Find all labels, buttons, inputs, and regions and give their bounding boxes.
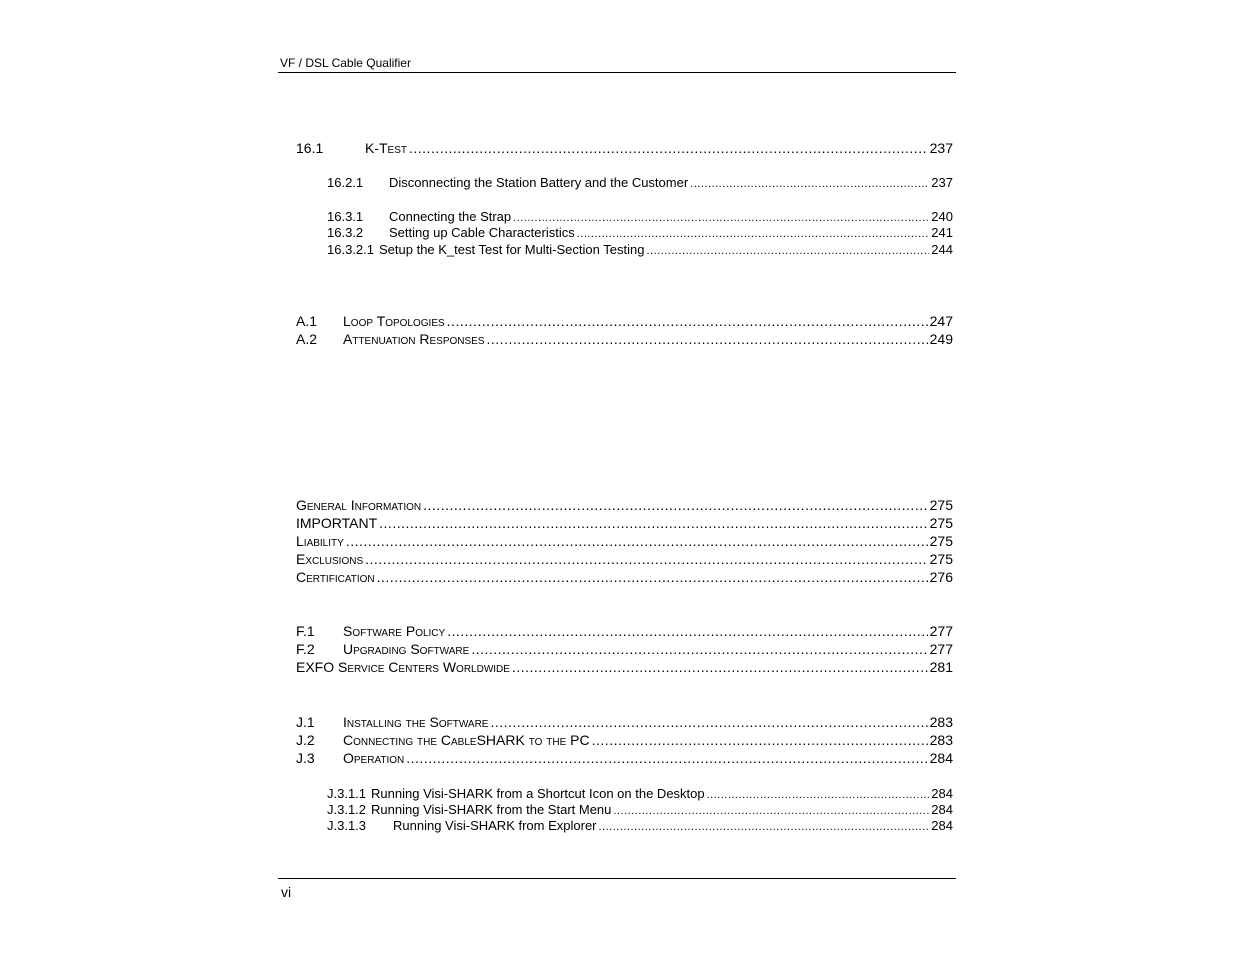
toc-leader-dots bbox=[707, 786, 930, 801]
toc-entry-page: 284 bbox=[929, 750, 953, 766]
toc-entry-page: 276 bbox=[929, 569, 953, 585]
toc-entry-number: J.3.1.2 bbox=[327, 802, 367, 817]
toc-leader-dots bbox=[406, 750, 927, 766]
toc-entry-page: 283 bbox=[929, 714, 953, 730]
toc-entry[interactable] bbox=[296, 641, 953, 657]
toc-entry-page: 277 bbox=[929, 623, 953, 639]
toc-entry[interactable] bbox=[296, 140, 953, 156]
toc-leader-dots bbox=[377, 569, 928, 585]
toc-leader-dots bbox=[613, 802, 929, 817]
toc-entry-page: 241 bbox=[931, 225, 953, 240]
toc-entry[interactable] bbox=[327, 175, 953, 190]
toc-leader-dots bbox=[409, 140, 928, 156]
toc-entry-title: Running Visi-SHARK from the Start Menu bbox=[371, 802, 612, 817]
running-header: VF / DSL Cable Qualifier bbox=[280, 56, 411, 70]
toc-leader-dots bbox=[447, 623, 927, 639]
toc-entry[interactable] bbox=[327, 209, 953, 224]
toc-entry[interactable] bbox=[327, 242, 953, 257]
toc-entry-page: 275 bbox=[929, 533, 953, 549]
toc-entry-title: Running Visi-SHARK from a Shortcut Icon on the Desktop bbox=[371, 786, 705, 801]
toc-entry[interactable] bbox=[296, 515, 953, 531]
toc-entry-page: 240 bbox=[931, 209, 953, 224]
toc-entry-title: Upgrading Software bbox=[343, 641, 470, 657]
toc-entry-page: 275 bbox=[929, 497, 953, 513]
toc-entry-title: K-Test bbox=[365, 140, 407, 156]
page-number: vi bbox=[281, 884, 292, 900]
toc-leader-dots bbox=[513, 209, 929, 224]
toc-leader-dots bbox=[487, 331, 928, 347]
toc-entry-title: Liability bbox=[296, 533, 344, 549]
toc-entry-title: Installing the Software bbox=[343, 714, 489, 730]
toc-entry[interactable] bbox=[296, 750, 953, 766]
toc-entry-title: Operation bbox=[343, 750, 405, 766]
toc-leader-dots bbox=[690, 175, 929, 190]
toc-leader-dots bbox=[512, 659, 928, 675]
toc-entry-number: J.3 bbox=[296, 750, 315, 766]
toc-entry[interactable] bbox=[296, 313, 953, 329]
toc-entry-page: 284 bbox=[931, 818, 953, 833]
toc-entry-page: 237 bbox=[929, 140, 953, 156]
toc-entry-title: Disconnecting the Station Battery and the Customer bbox=[389, 175, 689, 190]
toc-entry-number: J.2 bbox=[296, 732, 315, 748]
toc-entry[interactable] bbox=[296, 623, 953, 639]
toc-entry-title: Certification bbox=[296, 569, 375, 585]
toc-leader-dots bbox=[365, 551, 928, 567]
toc-entry-number: J.1 bbox=[296, 714, 315, 730]
toc-entry-number: 16.1 bbox=[296, 140, 324, 156]
toc-entry-page: 284 bbox=[931, 786, 953, 801]
toc-entry-number: 16.3.2.1 bbox=[327, 242, 374, 257]
toc-entry[interactable] bbox=[296, 659, 953, 675]
toc-leader-dots bbox=[646, 242, 929, 257]
toc-entry-title: Software Policy bbox=[343, 623, 446, 639]
toc-entry-page: 277 bbox=[929, 641, 953, 657]
toc-entry[interactable] bbox=[296, 533, 953, 549]
toc-entry-page: 275 bbox=[929, 551, 953, 567]
toc-entry-number: F.1 bbox=[296, 623, 315, 639]
toc-leader-dots bbox=[599, 818, 930, 833]
toc-entry[interactable] bbox=[327, 802, 953, 817]
footer-rule bbox=[278, 878, 956, 879]
toc-entry-title: EXFO Service Centers Worldwide bbox=[296, 659, 510, 675]
toc-entry-page: 247 bbox=[929, 313, 953, 329]
toc-entry-number: J.3.1.1 bbox=[327, 786, 367, 801]
toc-entry-title: General Information bbox=[296, 497, 422, 513]
toc-entry-page: 283 bbox=[929, 732, 953, 748]
toc-entry[interactable] bbox=[296, 551, 953, 567]
toc-entry-title: Connecting the CableSHARK to the PC bbox=[343, 732, 590, 748]
toc-leader-dots bbox=[592, 732, 928, 748]
toc-entry-title: Connecting the Strap bbox=[389, 209, 512, 224]
toc-leader-dots bbox=[379, 515, 927, 531]
toc-entry[interactable] bbox=[327, 818, 953, 833]
toc-entry-title: Attenuation Responses bbox=[343, 331, 485, 347]
toc-entry-number: 16.2.1 bbox=[327, 175, 364, 190]
toc-entry[interactable] bbox=[296, 331, 953, 347]
toc-entry-title: Setup the K_test Test for Multi-Section Testing bbox=[379, 242, 645, 257]
toc-entry-page: 237 bbox=[931, 175, 953, 190]
toc-entry[interactable] bbox=[296, 714, 953, 730]
toc-leader-dots bbox=[447, 313, 928, 329]
toc-entry-page: 281 bbox=[929, 659, 953, 675]
toc-entry-number: F.2 bbox=[296, 641, 315, 657]
toc-entry[interactable] bbox=[327, 786, 953, 801]
toc-entry-page: 244 bbox=[931, 242, 953, 257]
toc-entry-title: Setting up Cable Characteristics bbox=[389, 225, 575, 240]
toc-entry-page: 284 bbox=[931, 802, 953, 817]
toc-entry-title: IMPORTANT bbox=[296, 515, 378, 531]
toc-leader-dots bbox=[490, 714, 927, 730]
toc-entry-number: A.2 bbox=[296, 331, 318, 347]
toc-entry-page: 275 bbox=[929, 515, 953, 531]
toc-entry[interactable] bbox=[296, 732, 953, 748]
toc-entry[interactable] bbox=[296, 569, 953, 585]
toc-entry[interactable] bbox=[296, 497, 953, 513]
toc-leader-dots bbox=[471, 641, 927, 657]
toc-entry-number: A.1 bbox=[296, 313, 318, 329]
toc-entry-title: Running Visi-SHARK from Explorer bbox=[393, 818, 597, 833]
toc-leader-dots bbox=[423, 497, 927, 513]
toc-entry-page: 249 bbox=[929, 331, 953, 347]
toc-entry[interactable] bbox=[327, 225, 953, 240]
toc-entry-number: 16.3.2 bbox=[327, 225, 364, 240]
toc-entry-title: Loop Topologies bbox=[343, 313, 445, 329]
toc-entry-number: 16.3.1 bbox=[327, 209, 364, 224]
toc-leader-dots bbox=[577, 225, 930, 240]
toc-entry-number: J.3.1.3 bbox=[327, 818, 367, 833]
toc-leader-dots bbox=[346, 533, 928, 549]
toc-entry-title: Exclusions bbox=[296, 551, 364, 567]
